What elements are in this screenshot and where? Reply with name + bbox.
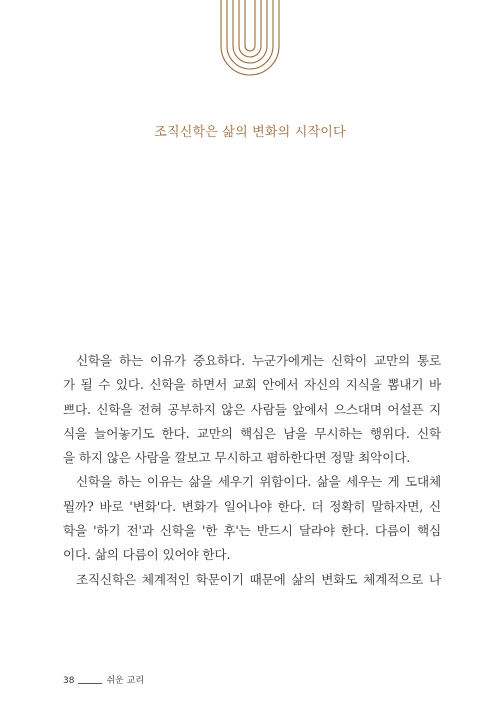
- body-text: [63, 349, 441, 592]
- chapter-title: 조직신학은 삶의 변화의 시작이다: [154, 125, 346, 140]
- text-line: 쁘다. 신학을 전혀 공부하지 않은 사람들 앞에서 으스대며 어설픈 지: [63, 401, 441, 417]
- text-line: 이다. 삶의 다름이 있어야 한다.: [63, 547, 231, 563]
- text-line: 신학을 하는 이유는 삶을 세우기 위함이다. 삶을 세우는 게 도대체: [76, 474, 441, 490]
- page-number: 38: [63, 676, 75, 686]
- text-line: 학을 '하기 전'과 신학을 '한 후'는 반드시 달라야 한다. 다름이 핵심: [63, 523, 441, 539]
- text-line: 을 하지 않은 사람을 깔보고 무시하고 폄하한다면 정말 최악이다.: [63, 450, 411, 466]
- page-footer: [63, 673, 144, 686]
- arch-ornament-icon: [220, 0, 280, 76]
- footer-divider: [78, 683, 102, 684]
- text-line: 뭘까? 바로 '변화'다. 변화가 일어나야 한다. 더 정확히 말하자면, 신: [63, 498, 441, 514]
- text-line: 조직신학은 체계적인 학문이기 때문에 삶의 변화도 체계적으로 나: [76, 571, 441, 587]
- text-line: 신학을 하는 이유가 중요하다. 누군가에게는 신학이 교만의 통로: [76, 353, 441, 368]
- book-title: 쉬운 교리: [106, 676, 145, 686]
- text-line: 식을 늘어놓기도 한다. 교만의 핵심은 남을 무시하는 행위다. 신학: [63, 425, 441, 441]
- text-line: 가 될 수 있다. 신학을 하면서 교회 안에서 자신의 지식을 뽐내기 바: [63, 377, 441, 393]
